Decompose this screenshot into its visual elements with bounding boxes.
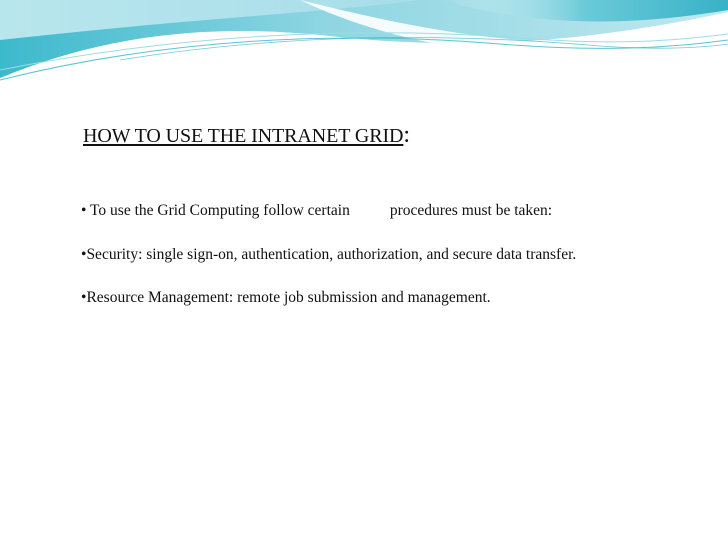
bullet-marker: •	[81, 202, 91, 219]
bullet-item-security	[81, 246, 576, 264]
bullet-marker: •	[81, 246, 87, 263]
bullet-item-procedures	[81, 202, 552, 220]
header-wave-decoration	[0, 0, 728, 90]
bullet-text-part1: To use the Grid Computing follow certain	[90, 202, 350, 219]
bullet-marker: •	[81, 289, 87, 306]
bullet-text-part2: procedures must be taken:	[389, 202, 553, 219]
slide-title-text: HOW TO USE THE INTRANET GRID	[83, 125, 404, 147]
slide-title-colon: :	[403, 122, 410, 148]
slide-title	[83, 122, 410, 149]
bullet-text: Resource Management: remote job submission and management.	[86, 289, 491, 306]
bullet-text: Security: single sign-on, authentication, authorization, and secure data transfer.	[86, 246, 577, 263]
bullet-item-resource-management	[81, 289, 491, 307]
